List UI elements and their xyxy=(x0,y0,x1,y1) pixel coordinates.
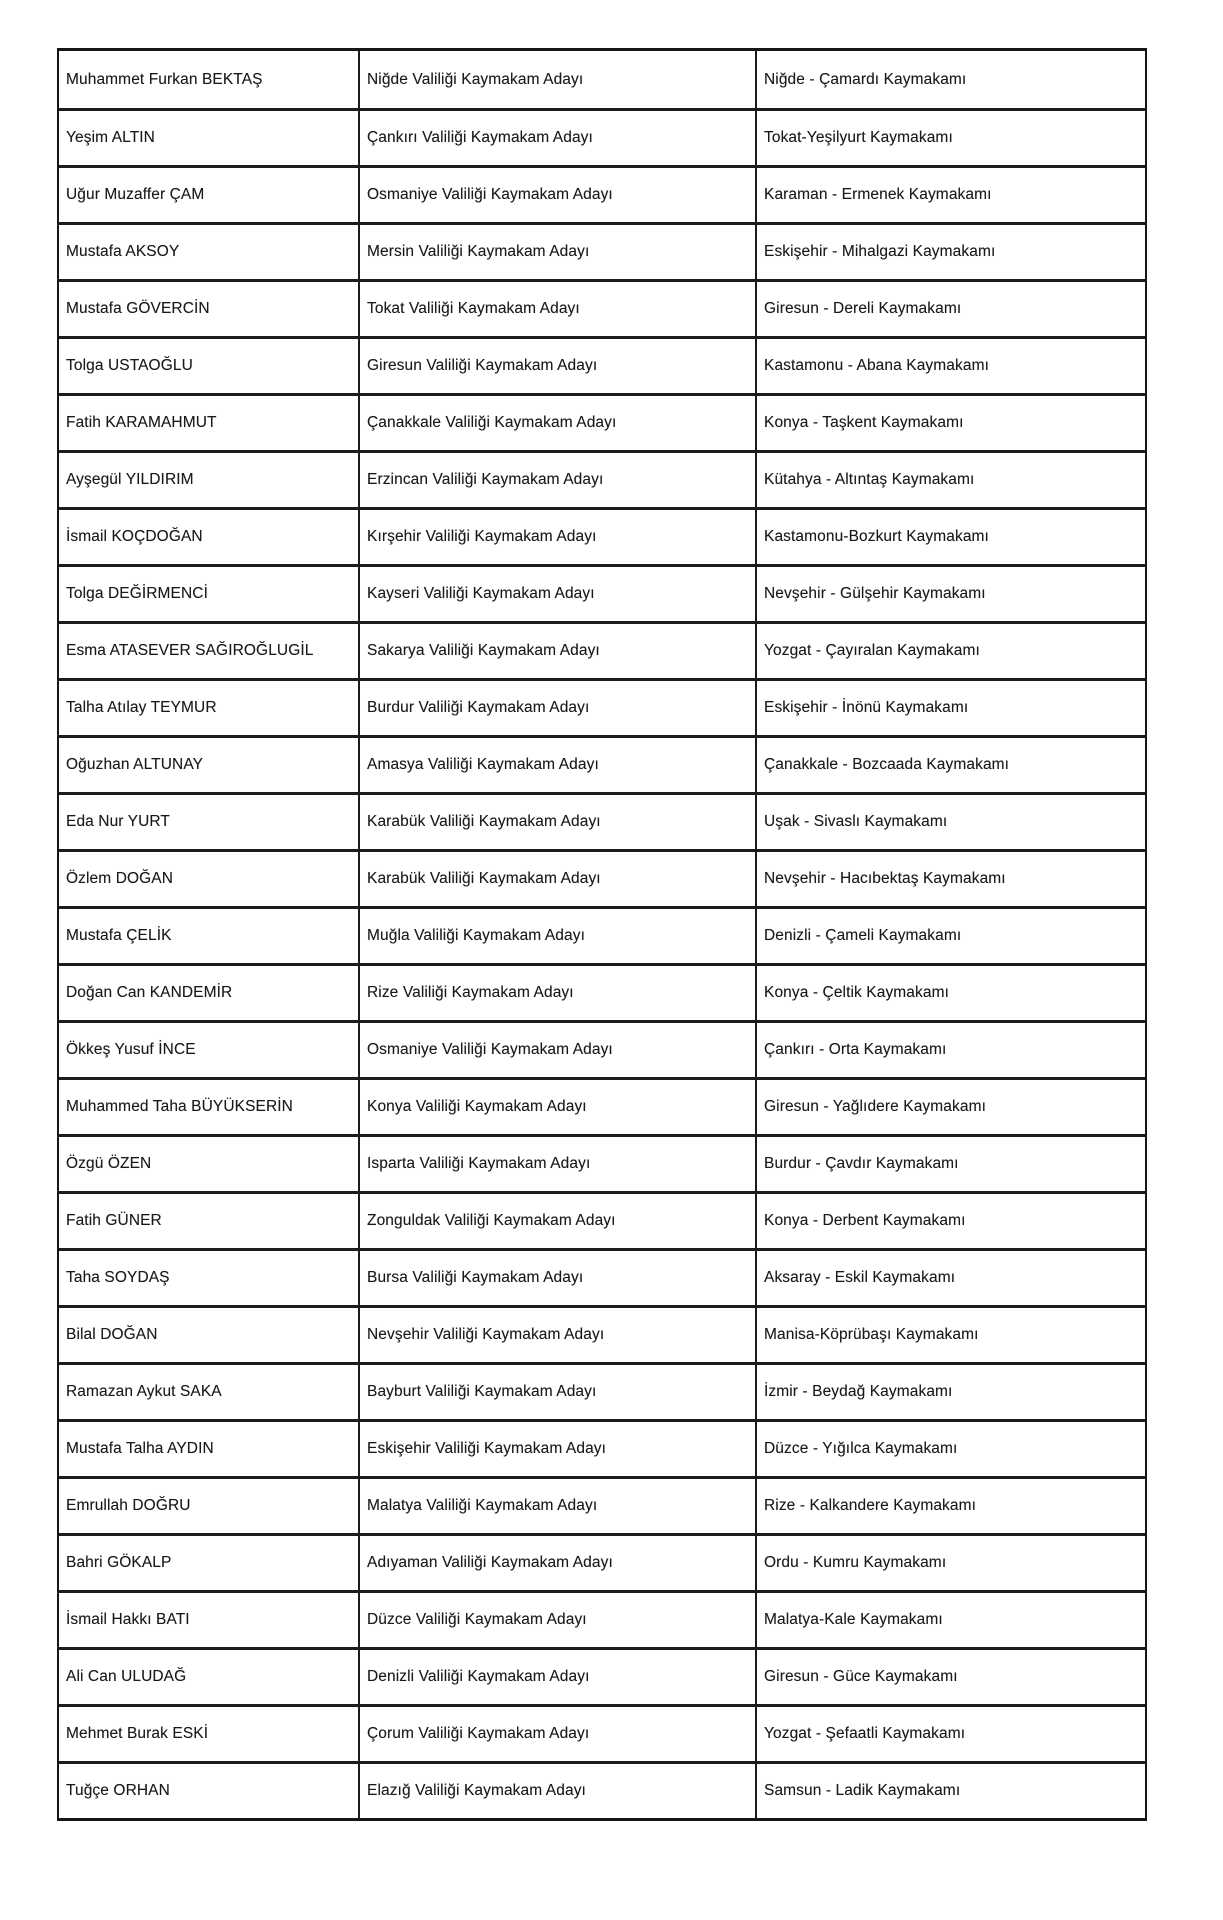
candidate-name-cell: Mustafa Talha AYDIN xyxy=(66,1440,214,1457)
table-row xyxy=(59,1020,1145,1077)
current-position-cell: Denizli Valiliği Kaymakam Adayı xyxy=(358,1650,755,1704)
current-position-cell: Kırşehir Valiliği Kaymakam Adayı xyxy=(358,510,755,564)
appointed-position-cell: Nevşehir - Hacıbektaş Kaymakamı xyxy=(755,852,1145,906)
appointed-position-cell: Manisa-Köprübaşı Kaymakamı xyxy=(755,1308,1145,1362)
candidate-name-cell: Fatih KARAMAHMUT xyxy=(66,414,217,431)
current-position-cell: Niğde Valiliği Kaymakam Adayı xyxy=(358,51,755,108)
candidate-name-cell: Ökkeş Yusuf İNCE xyxy=(66,1041,196,1058)
table-row xyxy=(59,450,1145,507)
appointed-position-cell: İzmir - Beydağ Kaymakamı xyxy=(755,1365,1145,1419)
table-row xyxy=(59,1362,1145,1419)
candidate-name-cell: Mustafa AKSOY xyxy=(66,243,180,260)
table-row xyxy=(59,51,1145,108)
appointed-position-cell: Nevşehir - Gülşehir Kaymakamı xyxy=(755,567,1145,621)
candidate-name-cell: Mehmet Burak ESKİ xyxy=(66,1725,209,1742)
candidate-name-cell: Esma ATASEVER SAĞIROĞLUGİL xyxy=(66,642,314,659)
appointed-position-cell: Kastamonu - Abana Kaymakamı xyxy=(755,339,1145,393)
candidate-name-cell: Ayşegül YILDIRIM xyxy=(66,471,194,488)
candidate-name-cell: İsmail Hakkı BATI xyxy=(66,1611,190,1628)
table-row xyxy=(59,108,1145,165)
appointed-position-cell: Uşak - Sivaslı Kaymakamı xyxy=(755,795,1145,849)
candidate-name-cell: Fatih GÜNER xyxy=(66,1212,162,1229)
candidate-name-cell: Bahri GÖKALP xyxy=(66,1554,172,1571)
candidate-name-cell: Mustafa GÖVERCİN xyxy=(66,300,210,317)
current-position-cell: Karabük Valiliği Kaymakam Adayı xyxy=(358,852,755,906)
current-position-cell: Muğla Valiliği Kaymakam Adayı xyxy=(358,909,755,963)
current-position-cell: Osmaniye Valiliği Kaymakam Adayı xyxy=(358,1023,755,1077)
appointed-position-cell: Çankırı - Orta Kaymakamı xyxy=(755,1023,1145,1077)
current-position-cell: Düzce Valiliği Kaymakam Adayı xyxy=(358,1593,755,1647)
appointed-position-cell: Giresun - Yağlıdere Kaymakamı xyxy=(755,1080,1145,1134)
appointed-position-cell: Giresun - Dereli Kaymakamı xyxy=(755,282,1145,336)
table-row xyxy=(59,1533,1145,1590)
appointed-position-cell: Konya - Derbent Kaymakamı xyxy=(755,1194,1145,1248)
current-position-cell: Eskişehir Valiliği Kaymakam Adayı xyxy=(358,1422,755,1476)
table-row xyxy=(59,336,1145,393)
table-row xyxy=(59,1590,1145,1647)
current-position-cell: Nevşehir Valiliği Kaymakam Adayı xyxy=(358,1308,755,1362)
table-row xyxy=(59,1476,1145,1533)
table-row xyxy=(59,1191,1145,1248)
table-row xyxy=(59,1647,1145,1704)
current-position-cell: Isparta Valiliği Kaymakam Adayı xyxy=(358,1137,755,1191)
candidate-name-cell: Özgü ÖZEN xyxy=(66,1155,152,1172)
candidate-name-cell: İsmail KOÇDOĞAN xyxy=(66,528,203,545)
table-row xyxy=(59,1134,1145,1191)
candidate-name-cell: Tolga USTAOĞLU xyxy=(66,357,193,374)
current-position-cell: Adıyaman Valiliği Kaymakam Adayı xyxy=(358,1536,755,1590)
candidate-name-cell: Tolga DEĞİRMENCİ xyxy=(66,585,208,602)
table-row xyxy=(59,279,1145,336)
table-row xyxy=(59,1704,1145,1761)
table-row xyxy=(59,222,1145,279)
appointed-position-cell: Denizli - Çameli Kaymakamı xyxy=(755,909,1145,963)
appointed-position-cell: Rize - Kalkandere Kaymakamı xyxy=(755,1479,1145,1533)
current-position-cell: Rize Valiliği Kaymakam Adayı xyxy=(358,966,755,1020)
candidate-name-cell: Doğan Can KANDEMİR xyxy=(66,984,233,1001)
candidate-name-cell: Emrullah DOĞRU xyxy=(66,1497,191,1514)
candidate-name-cell: Eda Nur YURT xyxy=(66,813,171,830)
table-row xyxy=(59,906,1145,963)
candidate-name-cell: Taha SOYDAŞ xyxy=(66,1269,170,1286)
appointed-position-cell: Yozgat - Şefaatli Kaymakamı xyxy=(755,1707,1145,1761)
appointed-position-cell: Aksaray - Eskil Kaymakamı xyxy=(755,1251,1145,1305)
current-position-cell: Erzincan Valiliği Kaymakam Adayı xyxy=(358,453,755,507)
appointed-position-cell: Yozgat - Çayıralan Kaymakamı xyxy=(755,624,1145,678)
table-row xyxy=(59,564,1145,621)
table-row xyxy=(59,621,1145,678)
appointed-position-cell: Eskişehir - Mihalgazi Kaymakamı xyxy=(755,225,1145,279)
table-row xyxy=(59,735,1145,792)
appointed-position-cell: Burdur - Çavdır Kaymakamı xyxy=(755,1137,1145,1191)
appointed-position-cell: Kütahya - Altıntaş Kaymakamı xyxy=(755,453,1145,507)
current-position-cell: Mersin Valiliği Kaymakam Adayı xyxy=(358,225,755,279)
appointed-position-cell: Malatya-Kale Kaymakamı xyxy=(755,1593,1145,1647)
candidate-name-cell: Özlem DOĞAN xyxy=(66,870,174,887)
current-position-cell: Burdur Valiliği Kaymakam Adayı xyxy=(358,681,755,735)
appointed-position-cell: Niğde - Çamardı Kaymakamı xyxy=(755,51,1145,108)
table-row xyxy=(59,963,1145,1020)
current-position-cell: Bayburt Valiliği Kaymakam Adayı xyxy=(358,1365,755,1419)
candidate-name-cell: Tuğçe ORHAN xyxy=(66,1782,170,1799)
current-position-cell: Giresun Valiliği Kaymakam Adayı xyxy=(358,339,755,393)
current-position-cell: Elazığ Valiliği Kaymakam Adayı xyxy=(358,1764,755,1818)
current-position-cell: Malatya Valiliği Kaymakam Adayı xyxy=(358,1479,755,1533)
candidate-name-cell: Yeşim ALTIN xyxy=(66,129,155,146)
table-row xyxy=(59,393,1145,450)
current-position-cell: Çankırı Valiliği Kaymakam Adayı xyxy=(358,111,755,165)
candidate-name-cell: Oğuzhan ALTUNAY xyxy=(66,756,204,773)
current-position-cell: Sakarya Valiliği Kaymakam Adayı xyxy=(358,624,755,678)
current-position-cell: Osmaniye Valiliği Kaymakam Adayı xyxy=(358,168,755,222)
candidate-name-cell: Uğur Muzaffer ÇAM xyxy=(66,186,205,203)
table-row xyxy=(59,1248,1145,1305)
table-row xyxy=(59,1077,1145,1134)
appointments-table xyxy=(57,48,1147,1821)
current-position-cell: Konya Valiliği Kaymakam Adayı xyxy=(358,1080,755,1134)
appointed-position-cell: Giresun - Güce Kaymakamı xyxy=(755,1650,1145,1704)
current-position-cell: Kayseri Valiliği Kaymakam Adayı xyxy=(358,567,755,621)
table-row xyxy=(59,1305,1145,1362)
current-position-cell: Çorum Valiliği Kaymakam Adayı xyxy=(358,1707,755,1761)
table-row xyxy=(59,849,1145,906)
table-row xyxy=(59,678,1145,735)
candidate-name-cell: Mustafa ÇELİK xyxy=(66,927,172,944)
appointed-position-cell: Konya - Çeltik Kaymakamı xyxy=(755,966,1145,1020)
current-position-cell: Tokat Valiliği Kaymakam Adayı xyxy=(358,282,755,336)
appointed-position-cell: Karaman - Ermenek Kaymakamı xyxy=(755,168,1145,222)
candidate-name-cell: Muhammet Furkan BEKTAŞ xyxy=(66,70,263,88)
table-row xyxy=(59,507,1145,564)
table-row xyxy=(59,1761,1145,1818)
table-row xyxy=(59,792,1145,849)
current-position-cell: Bursa Valiliği Kaymakam Adayı xyxy=(358,1251,755,1305)
appointed-position-cell: Ordu - Kumru Kaymakamı xyxy=(755,1536,1145,1590)
current-position-cell: Amasya Valiliği Kaymakam Adayı xyxy=(358,738,755,792)
appointed-position-cell: Tokat-Yeşilyurt Kaymakamı xyxy=(755,111,1145,165)
appointed-position-cell: Eskişehir - İnönü Kaymakamı xyxy=(755,681,1145,735)
candidate-name-cell: Ramazan Aykut SAKA xyxy=(66,1383,222,1400)
candidate-name-cell: Muhammed Taha BÜYÜKSERİN xyxy=(66,1098,293,1115)
candidate-name-cell: Bilal DOĞAN xyxy=(66,1326,158,1343)
appointed-position-cell: Samsun - Ladik Kaymakamı xyxy=(755,1764,1145,1818)
appointed-position-cell: Kastamonu-Bozkurt Kaymakamı xyxy=(755,510,1145,564)
table-row xyxy=(59,1419,1145,1476)
table-row xyxy=(59,165,1145,222)
appointed-position-cell: Düzce - Yığılca Kaymakamı xyxy=(755,1422,1145,1476)
current-position-cell: Çanakkale Valiliği Kaymakam Adayı xyxy=(358,396,755,450)
current-position-cell: Karabük Valiliği Kaymakam Adayı xyxy=(358,795,755,849)
appointed-position-cell: Konya - Taşkent Kaymakamı xyxy=(755,396,1145,450)
candidate-name-cell: Talha Atılay TEYMUR xyxy=(66,699,217,716)
candidate-name-cell: Ali Can ULUDAĞ xyxy=(66,1668,187,1685)
appointed-position-cell: Çanakkale - Bozcaada Kaymakamı xyxy=(755,738,1145,792)
current-position-cell: Zonguldak Valiliği Kaymakam Adayı xyxy=(358,1194,755,1248)
